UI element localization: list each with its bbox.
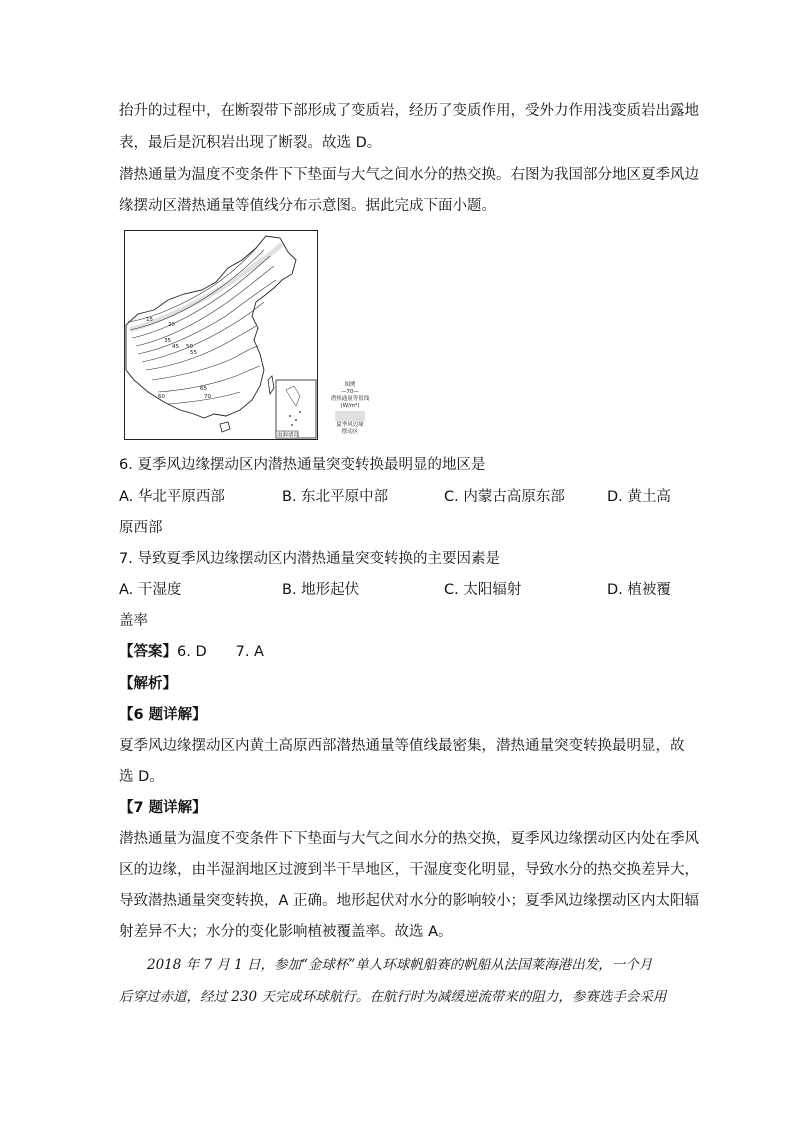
q7-detail-line-2: 区的边缘，由半湿润地区过渡到半干旱地区，干湿度变化明显，导致水分的热交换差异大， (119, 862, 699, 878)
q6-option-b: B. 东北平原中部 (282, 489, 389, 505)
q6-stem: 6. 夏季风边缘摆动区内潜热通量突变转换最明显的地区是 (119, 457, 486, 473)
contour-label: 45 (172, 344, 179, 350)
next-passage-line-2: 后穿过赤道，经过 230 天完成环球航行。在航行时为减缓逆流带来的阻力，参赛选手会采用 (119, 989, 667, 1005)
contour-label: 55 (190, 350, 197, 356)
intro-line-2: 表，最后是沉积岩出现了断裂。故选 D。 (119, 135, 382, 151)
legend-contour-sample: —70— (341, 389, 359, 395)
q7-option-a: A. 干湿度 (119, 582, 182, 598)
latent-heat-flux-map (124, 230, 318, 440)
q6-option-a: A. 华北平原西部 (119, 489, 225, 505)
q6-option-c: C. 内蒙古高原东部 (444, 489, 565, 505)
q6-detail-label: 【6 题详解】 (119, 707, 207, 723)
q7-stem: 7. 导致夏季风边缘摆动区内潜热通量突变转换的主要因素是 (119, 551, 500, 567)
answer-value: 6. D 7. A (177, 644, 264, 660)
contour-label: 15 (146, 317, 153, 323)
q7-option-c: C. 太阳辐射 (444, 582, 522, 598)
legend-belt-label: 夏季风边缘 (336, 422, 364, 428)
q6-detail-line-1: 夏季风边缘摆动区内黄土高原西部潜热通量等值线最密集，潜热通量突变转换最明显，故 (119, 738, 685, 754)
q7-option-d: D. 植被覆 (607, 582, 671, 598)
q7-option-b: B. 地形起伏 (282, 582, 360, 598)
q7-detail-line-3: 导致潜热通量突变转换，A 正确。地形起伏对水分的影响较小；夏季风边缘摆动区内太阳辐 (119, 893, 700, 909)
contour-label: 20 (168, 322, 175, 328)
south-china-sea-inset (276, 380, 316, 438)
map-figure (124, 230, 318, 440)
intro-line-4: 缘摆动区潜热通量等值线分布示意图。据此完成下面小题。 (119, 198, 496, 214)
q6-detail-line-2: 选 D。 (119, 769, 164, 785)
answer-line (119, 642, 264, 662)
contour-label: 35 (164, 338, 171, 344)
legend-title: 图例 (344, 382, 356, 388)
legend-belt-swatch (335, 411, 365, 421)
intro-line-1: 抬升的过程中，在断裂带下部形成了变质岩，经历了变质作用，受外力作用浅变质岩出露地 (119, 103, 699, 119)
inset-label: 南海诸岛 (277, 432, 300, 439)
q7-option-d-cont: 盖率 (119, 613, 148, 629)
contour-label: 50 (186, 344, 193, 350)
q6-option-d-cont: 原西部 (119, 520, 163, 536)
contour-label: 60 (158, 394, 165, 400)
answer-label: 【答案】 (119, 644, 177, 660)
contour-label: 70 (204, 394, 211, 400)
q7-detail-label: 【7 题详解】 (119, 800, 207, 816)
intro-line-3: 潜热通量为温度不变条件下下垫面与大气之间水分的热交换。右图为我国部分地区夏季风边 (119, 167, 699, 183)
q6-option-d: D. 黄土高 (607, 489, 671, 505)
contour-label: 65 (200, 386, 207, 392)
q7-detail-line-1: 潜热通量为温度不变条件下下垫面与大气之间水分的热交换，夏季风边缘摆动区内处在季风 (119, 831, 699, 847)
legend-belt-label-2: 摆动区 (341, 429, 359, 435)
map-legend (330, 382, 370, 436)
q7-detail-line-4: 射差异不大；水分的变化影响植被覆盖率。故选 A。 (119, 924, 453, 940)
next-passage-line-1: 2018 年 7 月 1 日，参加“金球杯”单人环球帆船赛的帆船从法国莱海港出发，一个月 (147, 957, 653, 973)
legend-contour-unit: (W/m²) (340, 403, 360, 409)
analysis-label: 【解析】 (119, 676, 177, 692)
legend-contour-label: 潜热通量等值线 (330, 396, 370, 402)
